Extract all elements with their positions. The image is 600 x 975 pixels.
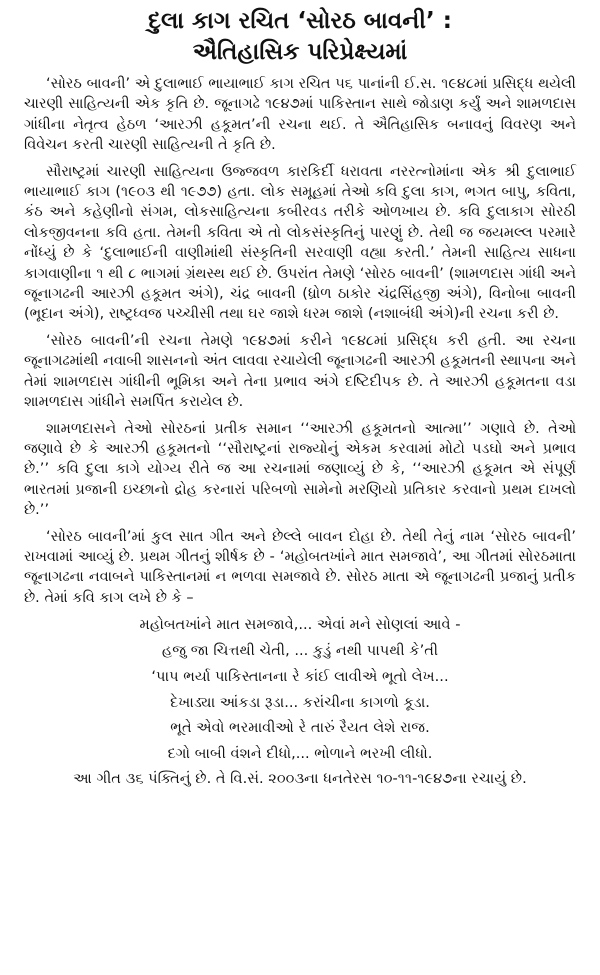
paragraph-shamaldas: શામળદાસને તેઓ સોરઠનાં પ્રતીક સમાન ‘‘આરઝી હકૂમતનો આત્મા’’ ગણાવે છે. તેઓ જણાવે છે કે આરઝી હકૂમતનો ‘‘સૌરાષ્ટ્રનાં રાજ્યોનું એકમ કરવામાં મોટો પડઘો અને પ્રભાવ છે.’’ કવિ દુલા કાગે યોગ્ય રીતે જ આ રચનામાં જણાવ્યું છે કે, ‘‘આરઝી હકૂમત એ સંપૂર્ણ ભારતમાં પ્રજાની ઇચ્છાનો દ્રોહ કરનારાં પરિબળો સામેનો મરણિયો પ્રતિકાર કરવાનો પ્રથમ દાખલો છે.’’ — [24, 420, 576, 519]
poem-line: દગો બાબી વંશને દીધો,... ભોળાને ભરખી લીધો. — [167, 745, 433, 763]
poem-line: મહોબતખાંને માત સમજાવે,... એવાં મને સોણલાં આવે - — [139, 616, 461, 634]
poem-line: હજુ જા ચિત્તથી ચેતી, ... કુડું નથી પાપથી કે’તી — [161, 641, 439, 659]
paragraph-poet-biography: સૌરાષ્ટ્રમાં ચારણી સાહિત્યના ઉજ્જવળ કારકિર્દી ધરાવતા નરરત્નોમાંના એક શ્રી દુલાભાઈ ભાયાભાઈ કાગ (૧૯૦૩ થી ૧૯૭૭) હતા. લોક સમૂહમાં તેઓ કવિ દુલા કાગ, ભગત બાપુ, કવિતા, કંઠ અને કહેણીનો સંગમ, લોકસાહિત્યના કબીરવડ તરીકે ઓળખાય છે. કવિ દુલાકાગ સોરઠી લોકજીવનના કવિ હતા. તેમની કવિતા એ તો લોકસંસ્કૃતિનું પારણું છે. તેથી જ જયમલ્લ પરમારે નોંધ્યું છે કે ‘દુલાભાઈની વાણીમાંથી સંસ્કૃતિની સરવાણી વહ્યા કરતી.’ તેમની સાહિત્ય સાધના કાગવાણીના ૧ થી ૮ ભાગમાં ગ્રંથસ્થ થઈ છે. ઉપરાંત તેમણે ‘સોરઠ બાવની’ (શામળદાસ ગાંધી અને જૂનાગઢની આરઝી હકૂમત અંગે), ચંદ્ર બાવની (ધ્રોળ ઠાકોર ચંદ્રસિંહજી અંગે), વિનોબા બાવની (ભૂદાન અંગે), રાષ્ટ્રધ્વજ પચ્ચીસી તથા ઘર જાશે ધરમ જાશે (નશાબંધી અંગે)ની રચના કરી છે. — [24, 163, 576, 323]
article-title — [24, 6, 576, 68]
poem-line: દેખાડ્યા આંકડા રૂડા... કરાંચીના કાગળો કૂડા. — [170, 693, 430, 711]
poem-line: ‘પાપ ભર્યા પાકિસ્તાનના રે કાંઈ લાવીએ ભૂતો લેખ... — [151, 667, 449, 685]
poem-line: ભૂતે એવો ભરમાવીઓ રે તારું રૈયત લેશે રાજ. — [170, 719, 430, 737]
paragraph-structure: ‘સોરઠ બાવની’માં કુલ સાત ગીત અને છેલ્લે બાવન દોહા છે. તેથી તેનું નામ ‘સોરઠ બાવની’ રાખવામાં આવ્યું છે. પ્રથમ ગીતનું શીર્ષક છે - ‘મહોબતખાંને માત સમજાવે’, આ ગીતમાં સોરઠમાતા જૂનાગઢના નવાબને પાકિસ્તાનમાં ન ભળવા સમજાવે છે. સોરઠ માતા એ જૂનાગઢની પ્રજાનું પ્રતીક છે. તેમાં કવિ કાગ લખે છે કે – — [24, 528, 576, 606]
title-line-2: ઐતિહાસિક પરિપ્રેક્ષ્યમાં — [192, 39, 408, 65]
title-line-1: દુલા કાગ રચિત ‘સોરઠ બાવની’ : — [148, 8, 452, 34]
closing-note: આ ગીત ૩૬ પંક્તિનું છે. તે વિ.સં. ૨૦૦૩ના ધનતેરસ ૧૦-૧૧-૧૯૪૭ના રચાયું છે. — [73, 769, 527, 787]
paragraph-composition: ‘સોરઠ બાવની’ની રચના તેમણે ૧૯૪૭માં કરીને ૧૯૪૮માં પ્રસિદ્ધ કરી હતી. આ રચના જૂનાગઢમાંથી નવાબી શાસનનો અંત લાવવા રચાયેલી જૂનાગઢની આરઝી હકૂમતની સ્થાપના અને તેમાં શામળદાસ ગાંધીની ભૂમિકા અને તેના પ્રભાવ અંગે દષ્ટિદીપક છે. તે આરઝી હકૂમતના વડા શામળદાસ ગાંધીને સમર્પિત કરાયેલ છે. — [24, 332, 576, 411]
paragraph-intro: ‘સોરઠ બાવની’ એ દુલાભાઈ ભાયાભાઈ કાગ રચિત ૫૬ પાનાંની ઈ.સ. ૧૯૪૮માં પ્રસિદ્ધ થયેલી ચારણી સાહિત્યની એક કૃતિ છે. જૂનાગઢે ૧૯૪૭માં પાકિસ્તાન સાથે જોડાણ કર્યું અને શામળદાસ ગાંધીના નેતૃત્વ હેઠળ ‘આરઝી હકૂમત’ની રચના થઈ. તે ઐતિહાસિક બનાવનું વિવરણ અને વિવેચન કરતી ચારણી સાહિત્યની તે કૃતિ છે. — [24, 76, 576, 154]
poem-block — [24, 612, 576, 767]
